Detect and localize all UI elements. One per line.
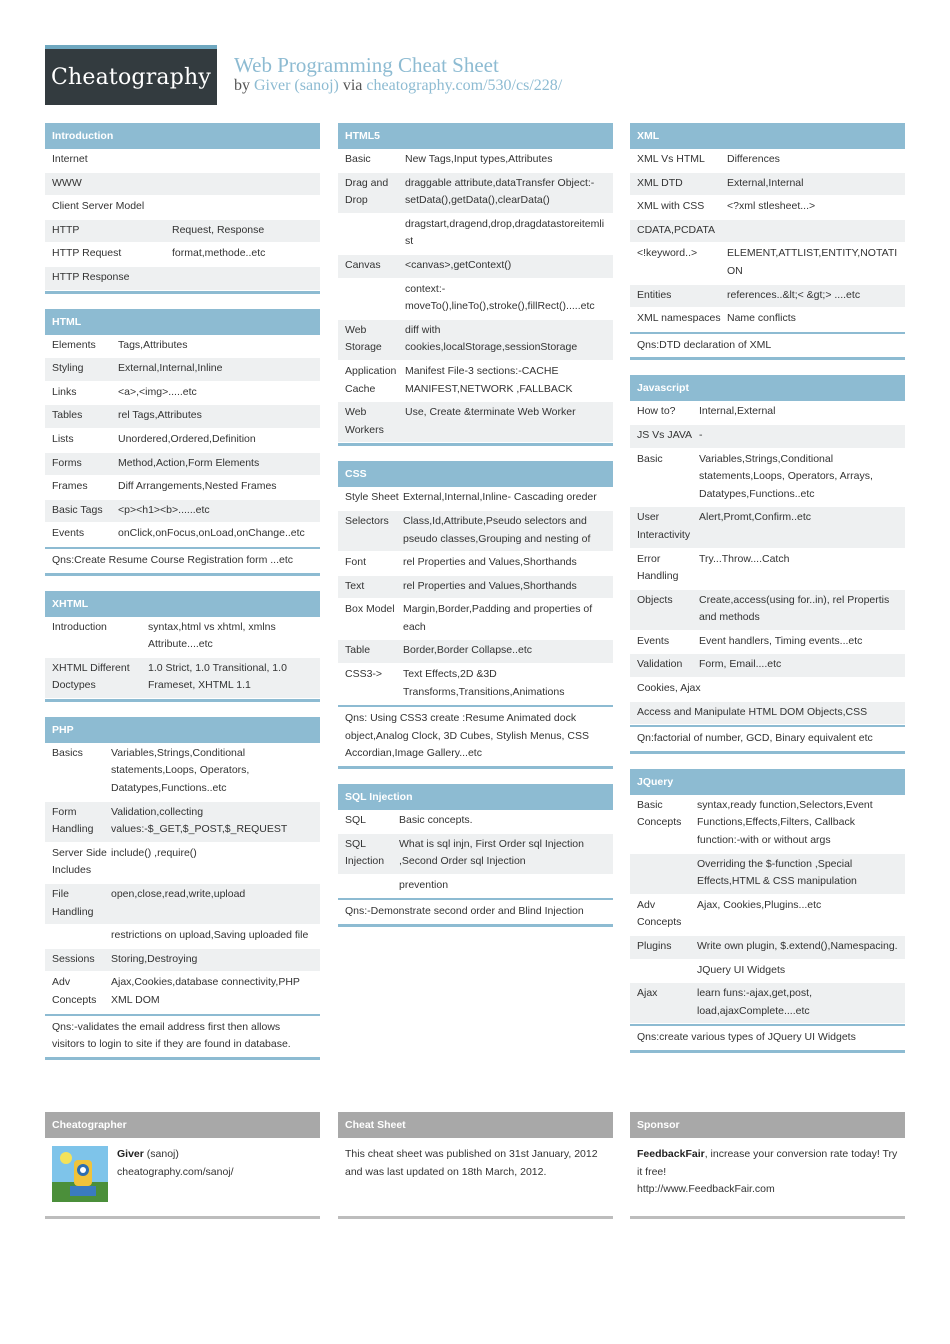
row-value: External,Internal,Inline [118,362,223,375]
sheet-url-link[interactable]: cheatography.com/530/cs/228/ [366,77,563,94]
table-row [338,320,613,361]
sponsor-url[interactable]: http://www.FeedbackFair.com [637,1183,775,1196]
section-header: XML [630,123,905,149]
table-row [630,983,905,1024]
row-key: Text [345,579,365,592]
row-key: Frames [52,480,88,493]
table-row [45,358,320,382]
table-row [45,149,320,173]
row-value: Text Effects,2D &3D Transforms,Transitions,Animations [403,668,565,698]
row-key: Internet [52,153,88,165]
table-row [630,196,905,220]
row-key: Plugins [637,940,672,952]
table-row [45,243,320,267]
table-row [45,949,320,973]
row-key: Tables [52,409,83,422]
row-key: Cookies, Ajax [637,682,701,695]
section-html [45,309,320,576]
row-key: Application Cache [345,364,397,395]
table-row [630,854,905,895]
table-row [338,402,613,443]
row-key: Box Model [345,603,395,616]
table-row [45,972,320,1013]
table-row [338,487,613,511]
row-key: Drag and Drop [345,176,389,207]
row-key: Canvas [345,258,381,271]
row-key: User Interactivity [637,511,691,541]
row-value: rel Properties and Values,Shorthands [403,556,577,569]
table-row [45,335,320,359]
section-header: Javascript [630,375,905,401]
section-jquery [630,769,905,1053]
row-value: Margin,Border,Padding and properties of each [403,603,593,633]
table-row [630,549,905,590]
row-value: Form, Email....etc [699,658,782,671]
row-value: Tags,Attributes [118,338,188,351]
row-key: How to? [637,405,676,418]
row-value: diff with cookies,localStorage,sessionStorage [405,323,578,354]
row-value: <p><h1><b>......etc [118,503,210,516]
cheatography-logo[interactable]: Cheatography [45,45,217,105]
row-key: Basics [52,746,83,759]
row-value: Basic concepts. [399,814,473,827]
table-row [338,361,613,402]
row-value: Name conflicts [727,312,796,325]
table-row [45,925,320,949]
row-key [345,877,399,895]
row-value: Try...Throw....Catch [699,552,790,565]
row-key [345,216,405,251]
row-value: onClick,onFocus,onLoad,onChange..etc [118,527,305,540]
row-key: Entities [637,288,672,301]
table-row [45,658,320,699]
table-row [630,401,905,425]
sponsor-box [630,1112,905,1219]
row-value: Request, Response [172,223,265,236]
page-title: Web Programming Cheat Sheet [234,53,499,77]
row-value: Create,access(using for..in), rel Propertis and methods [699,593,890,624]
cheatographer-box [45,1112,320,1219]
section-header: CSS [338,461,613,487]
row-key: Elements [52,338,96,351]
table-row [630,285,905,309]
row-value: Internal,External [699,405,776,418]
table-row [338,599,613,640]
table-row [338,834,613,875]
row-key: WWW [52,176,82,189]
row-key: Styling [52,362,84,375]
section-xhtml [45,591,320,702]
section-xml [630,123,905,360]
row-key: SQL Injection [345,837,385,868]
table-row [630,449,905,508]
row-value: draggable attribute,dataTransfer Object:-setData(),getData(),clearData() [405,176,595,207]
row-value: Diff Arrangements,Nested Frames [118,480,277,493]
row-value: Differences [727,153,780,165]
table-row [45,173,320,197]
row-key: Basic [345,153,371,165]
table-row [338,173,613,214]
row-value: <?xml stlesheet...> [727,200,816,213]
row-value: External,Internal [727,176,804,189]
section-sql-injection [338,784,613,927]
section-note: Qns:-validates the email address first then allows visitors to login to site if they are found in database. [45,1014,320,1057]
row-key: Lists [52,432,74,445]
table-row [630,631,905,655]
row-value: Validation,collecting values:-$_GET,$_POST,$_REQUEST [111,805,288,836]
table-row [338,279,613,320]
section-header: JQuery [630,769,905,795]
table-row [630,425,905,449]
row-value: Storing,Destroying [111,952,198,965]
row-value: learn funs:-ajax,get,post, load,ajaxComplete....etc [697,987,812,1017]
row-value: External,Internal,Inline- Cascading oreder [403,491,597,504]
table-row [630,590,905,631]
row-key: Selectors [345,514,389,527]
row-value: - [699,428,703,441]
row-key: CDATA,PCDATA [637,223,715,236]
table-row [338,640,613,664]
section-css [338,461,613,769]
row-key: XML DTD [637,176,683,189]
row-key: XML Vs HTML [637,153,705,165]
by-text: by [234,77,250,94]
row-value: What is sql injn, First Order sql Injection ,Second Order sql Injection [399,837,584,868]
author-link[interactable]: Giver (sanoj) [254,77,339,94]
table-row [630,795,905,854]
section-header: PHP [45,717,320,743]
table-row [45,382,320,406]
section-note: Qns:-Demonstrate second order and Blind Injection [338,898,613,924]
table-row [630,936,905,960]
row-value: <canvas>,getContext() [405,258,512,271]
table-row [45,802,320,843]
table-row [45,884,320,925]
row-value: Method,Action,Form Elements [118,456,260,469]
row-key [52,927,111,945]
table-row [338,214,613,255]
row-value: Use, Create &terminate Web Worker [405,406,576,419]
row-key: Web Workers [345,406,384,436]
row-key: <!keyword..> [637,247,698,260]
cheatographer-name[interactable]: Giver [117,1148,144,1160]
row-value: Variables,Strings,Conditional statements,Loops, Operators, Datatypes,Functions..etc [111,746,250,795]
table-row [338,664,613,705]
row-key: Events [52,527,85,540]
table-row [338,149,613,173]
row-key: XML namespaces [637,312,721,325]
row-key: HTTP [52,223,80,236]
table-row [630,243,905,284]
row-key: Validation [637,658,683,671]
section-header: HTML5 [338,123,613,149]
row-value: restrictions on upload,Saving uploaded file [111,929,309,942]
section-note: Qns:create various types of JQuery UI Widgets [630,1024,905,1050]
section-note: Qns: Using CSS3 create :Resume Animated dock object,Analog Clock, 3D Cubes, Stylish Menus, CSS Accordian,Image Gallery...etc [338,705,613,766]
row-value: Event handlers, Timing events...etc [699,634,863,647]
cheatographer-handle: (sanoj) [146,1148,179,1160]
row-key: Client Server Model [52,200,145,213]
row-value: dragstart,dragend,drop,dragdatastoreitemlist [405,217,605,248]
row-key: Adv Concepts [52,976,97,1006]
column-3 [630,123,905,1053]
table-row [630,960,905,984]
table-row [630,654,905,678]
row-key: HTTP Response [52,270,130,283]
row-key: Events [637,634,670,647]
sponsor-header: Sponsor [630,1112,905,1138]
table-row [630,308,905,332]
via-text: via [342,77,363,94]
row-value: include() ,require() [111,846,197,859]
row-key: Sessions [52,952,95,965]
section-header: SQL Injection [338,784,613,810]
row-value: rel Properties and Values,Shorthands [403,579,577,592]
row-key: Ajax [637,987,658,1000]
row-key: Basic Tags [52,503,103,516]
column-2 [338,123,613,927]
section-html5 [338,123,613,446]
row-value: prevention [399,878,449,891]
table-row [45,523,320,547]
table-row [630,678,905,702]
row-value: rel Tags,Attributes [118,409,202,422]
row-key: Font [345,556,367,569]
row-key: Forms [52,456,82,469]
row-value: Ajax,Cookies,database connectivity,PHP XML DOM [111,976,300,1006]
section-note: Qn:factorial of number, GCD, Binary equivalent etc [630,725,905,751]
table-row [45,405,320,429]
row-value: references..&lt;< &gt;> ....etc [727,288,861,301]
row-key: HTTP Request [52,247,122,260]
row-key: Web Storage [345,323,382,354]
row-key: Server Side Includes [52,846,107,877]
row-value: Border,Border Collapse..etc [403,644,532,657]
row-value: context:- moveTo(),lineTo(),stroke(),fillRect().....etc [405,282,595,313]
row-key: Basic [637,452,663,465]
row-key: Table [345,644,371,657]
table-row [338,255,613,279]
row-value: syntax,html vs xhtml, xmlns Attribute....etc [148,620,276,651]
table-row [338,552,613,576]
table-row [45,429,320,453]
table-row [45,476,320,500]
section-header: Introduction [45,123,320,149]
row-value: Variables,Strings,Conditional statements,Loops, Operators, Arrays, Datatypes,Functions..etc [699,452,873,500]
row-key: Adv Concepts [637,898,682,929]
row-key [637,962,697,980]
row-value: Alert,Promt,Confirm..etc [699,511,812,524]
table-row [630,220,905,244]
row-key: Introduction [52,620,107,633]
table-row [45,743,320,802]
section-introduction [45,123,320,294]
row-value: Ajax, Cookies,Plugins...etc [697,898,822,911]
row-key: File Handling [52,888,94,918]
table-row [630,895,905,936]
section-javascript [630,375,905,754]
row-key [345,281,405,316]
section-note: Qns:DTD declaration of XML [630,332,905,358]
cheatsheet-info-box [338,1112,613,1219]
byline [234,77,562,95]
row-key: XML with CSS [637,200,705,213]
row-value: New Tags,Input types,Attributes [405,153,553,165]
table-row [45,617,320,658]
row-key: Error Handling [637,552,679,583]
table-row [45,500,320,524]
row-value: <a>,<img>.....etc [118,385,197,398]
row-value: Write own plugin, $.extend(),Namespacing. [697,940,898,952]
row-value: Overriding the $-function ,Special Effects,HTML & CSS manipulation [697,857,857,888]
table-row [45,843,320,884]
row-key: Form Handling [52,805,94,836]
row-key: Links [52,385,77,398]
row-value: JQuery UI Widgets [697,963,786,976]
table-row [630,149,905,173]
row-value: open,close,read,write,upload [111,888,246,901]
row-key: CSS3-> [345,668,383,681]
sponsor-text: , increase your conversion rate today! Try it free! [637,1148,898,1178]
row-value: ELEMENT,ATTLIST,ENTITY,NOTATION [727,247,898,277]
table-row [338,875,613,899]
row-key: Objects [637,593,673,606]
table-row [45,196,320,220]
table-row [45,267,320,291]
row-key: Access and Manipulate HTML DOM Objects,CSS [637,705,868,718]
table-row [630,173,905,197]
row-key: SQL [345,814,367,827]
table-row [45,220,320,244]
row-value: Class,Id,Attribute,Pseudo selectors and pseudo classes,Grouping and nesting of [403,514,591,545]
table-row [45,453,320,477]
row-key: XHTML Different Doctypes [52,661,130,692]
table-row [630,507,905,548]
table-row [630,702,905,726]
cheatographer-url[interactable]: cheatography.com/sanoj/ [117,1165,234,1178]
table-row [338,810,613,834]
row-key [637,856,697,891]
row-value: Manifest File-3 sections:-CACHE MANIFEST,NETWORK ,FALLBACK [405,364,573,395]
cheatsheet-header: Cheat Sheet [338,1112,613,1138]
row-value: syntax,ready function,Selectors,Event Functions,Effects,Filters, Callback function:-with or without args [697,798,873,847]
column-1 [45,123,320,1060]
table-row [338,576,613,600]
section-header: XHTML [45,591,320,617]
row-key: Style Sheet [345,491,399,504]
cheatsheet-published-text: This cheat sheet was published on 31st January, 2012 and was last updated on 18th March, 2012. [345,1148,598,1178]
table-row [338,511,613,552]
row-value: 1.0 Strict, 1.0 Transitional, 1.0 Frameset, XHTML 1.1 [148,661,287,692]
sponsor-name[interactable]: FeedbackFair [637,1148,705,1160]
row-value: format,methode..etc [172,247,266,260]
section-note: Qns:Create Resume Course Registration form ...etc [45,547,320,573]
avatar [52,1146,108,1202]
section-php [45,717,320,1060]
row-key: Basic Concepts [637,798,682,829]
section-header: HTML [45,309,320,335]
row-key: JS Vs JAVA [637,428,693,441]
cheatographer-header: Cheatographer [45,1112,320,1138]
row-value: Unordered,Ordered,Definition [118,432,256,445]
